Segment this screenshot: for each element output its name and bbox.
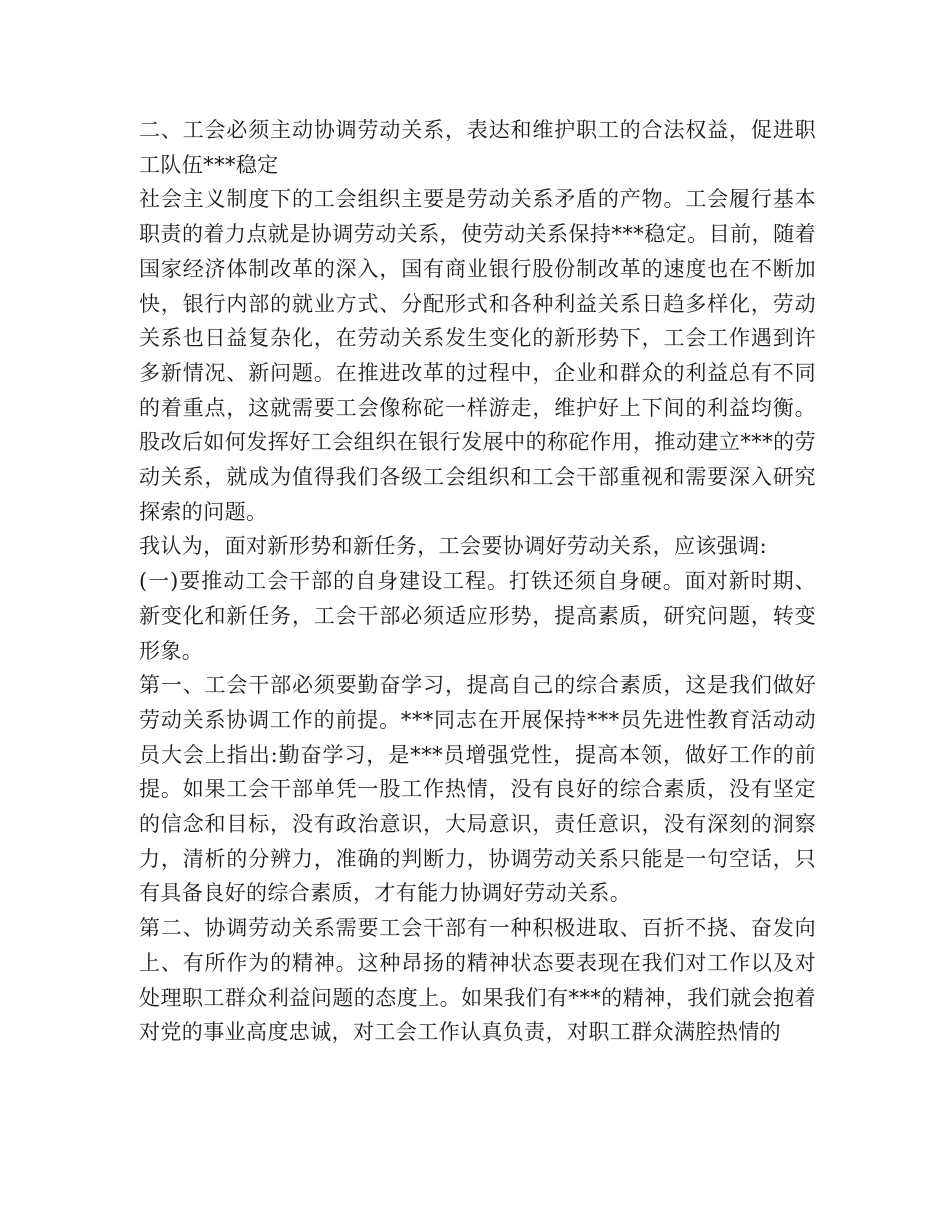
section-heading: 二、工会必须主动协调劳动关系，表达和维护职工的合法权益，促进职工队伍***稳定 bbox=[139, 118, 816, 177]
paragraph: 第二、协调劳动关系需要工会干部有一种积极进取、百折不挠、奋发向上、有所作为的精神。这种昂扬的精神状态要表现在我们对工作以及对处理职工群众利益问题的态度上。如果我们有***的精神，我们就会抱着对党的事业高度忠诚，对工会工作认真负责，对职工群众满腔热情的 bbox=[139, 916, 816, 1045]
document-body bbox=[139, 113, 816, 1050]
paragraph: (一)要推动工会干部的自身建设工程。打铁还须自身硬。面对新时期、新变化和新任务，工会干部必须适应形势，提高素质，研究问题，转变形象。 bbox=[139, 569, 816, 663]
paragraph: 第一、工会干部必须要勤奋学习，提高自己的综合素质，这是我们做好劳动关系协调工作的前提。***同志在开展保持***员先进性教育活动动员大会上指出:勤奋学习，是***员增强党性，提高本领，做好工作的前提。如果工会干部单凭一股工作热情，没有良好的综合素质，没有坚定的信念和目标，没有政治意识，大局意识，责任意识，没有深刻的洞察力，清析的分辨力，准确的判断力，协调劳动关系只能是一句空话，只有具备良好的综合素质，才有能力协调好劳动关系。 bbox=[139, 673, 816, 906]
paragraph: 社会主义制度下的工会组织主要是劳动关系矛盾的产物。工会履行基本职责的着力点就是协调劳动关系，使劳动关系保持***稳定。目前，随着国家经济体制改革的深入，国有商业银行股份制改革的速度也在不断加快，银行内部的就业方式、分配形式和各种利益关系日趋多样化，劳动关系也日益复杂化，在劳动关系发生变化的新形势下，工会工作遇到许多新情况、新问题。在推进改革的过程中，企业和群众的利益总有不同的着重点，这就需要工会像称砣一样游走，维护好上下间的利益均衡。股改后如何发挥好工会组织在银行发展中的称砣作用，推动建立***的劳动关系，就成为值得我们各级工会组织和工会干部重视和需要深入研究探索的问题。 bbox=[139, 187, 816, 524]
paragraph: 我认为，面对新形势和新任务，工会要协调好劳动关系，应该强调: bbox=[139, 534, 768, 559]
